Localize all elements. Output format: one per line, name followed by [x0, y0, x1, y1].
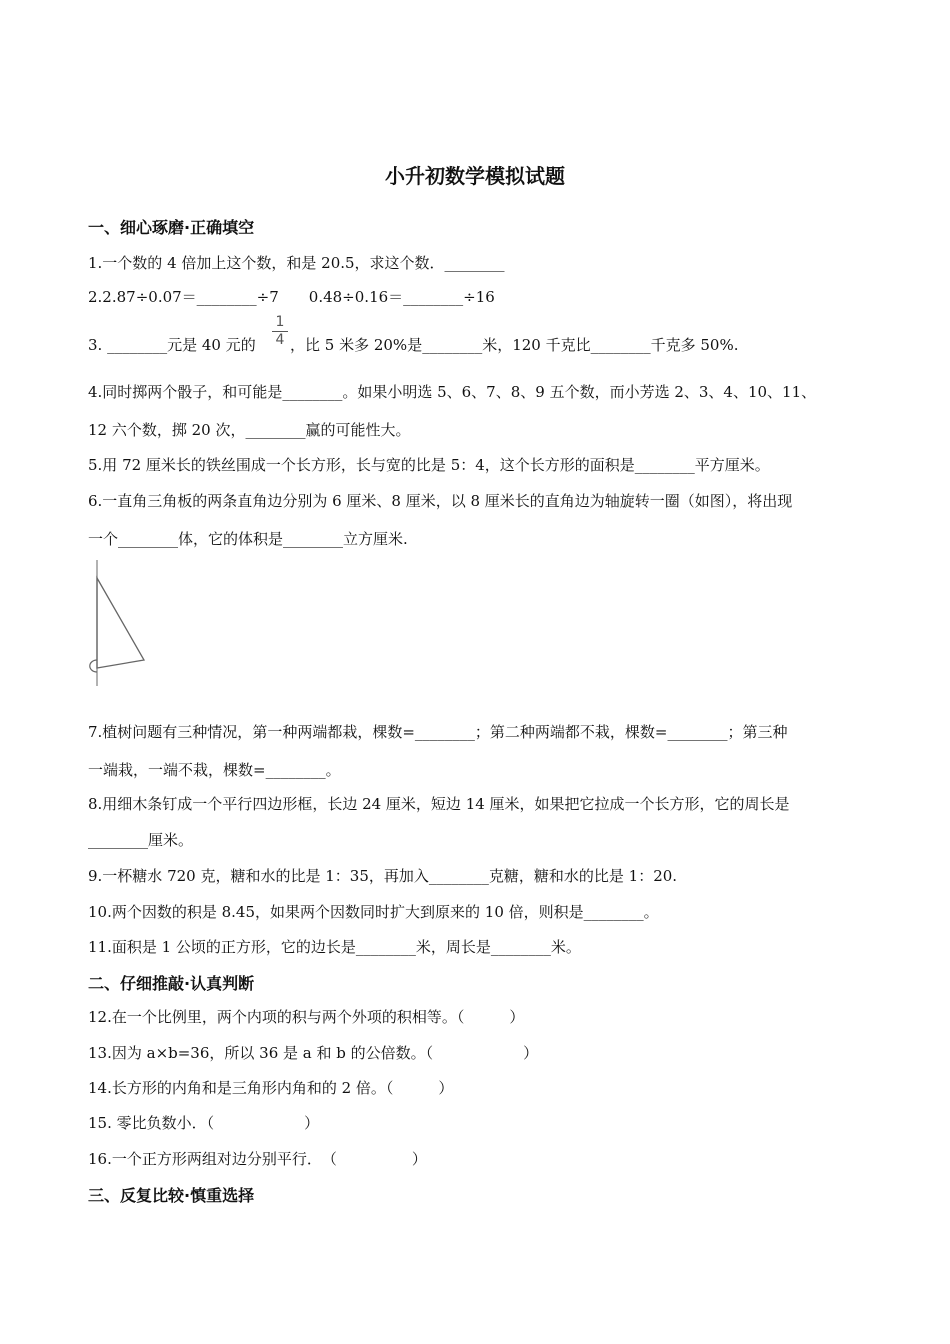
question-3-part-a: 3. ________元是 40 元的 — [88, 336, 256, 354]
fraction-one-quarter — [272, 315, 288, 348]
question-2: 2.2.87÷0.07＝________÷7 0.48÷0.16＝________÷16 — [88, 288, 495, 306]
section-heading-multiple-choice: 三、反复比较·慎重选择 — [88, 1186, 255, 1205]
question-4-line-2: 12 六个数，掷 20 次，________赢的可能性大。 — [88, 421, 411, 439]
question-10: 10.两个因数的积是 8.45，如果两个因数同时扩大到原来的 10 倍，则积是________。 — [88, 903, 659, 921]
question-13: 13.因为 a×b=36，所以 36 是 a 和 b 的公倍数。（ ） — [88, 1044, 539, 1062]
question-4-line-1: 4.同时掷两个骰子，和可能是________。如果小明选 5、6、7、8、9 五个数，而小芳选 2、3、4、10、11、 — [88, 383, 817, 401]
question-6-line-2: 一个________体，它的体积是________立方厘米. — [88, 530, 408, 548]
question-11: 11.面积是 1 公顷的正方形，它的边长是________米，周长是________米。 — [88, 938, 581, 956]
fraction-denominator: 4 — [275, 332, 285, 348]
section-heading-fill-in: 一、细心琢磨·正确填空 — [88, 218, 255, 237]
question-9: 9.一杯糖水 720 克，糖和水的比是 1：35，再加入________克糖，糖和水的比是 1：20. — [88, 867, 678, 885]
question-1: 1.一个数的 4 倍加上这个数，和是 20.5，求这个数．________ — [88, 254, 505, 272]
question-7-line-2: 一端栽，一端不栽，棵数=________。 — [88, 761, 341, 779]
rotation-arrow — [90, 660, 97, 672]
right-triangle — [97, 578, 144, 668]
question-14: 14.长方形的内角和是三角形内角和的 2 倍。（ ） — [88, 1079, 454, 1097]
question-8-line-1: 8.用细木条钉成一个平行四边形框，长边 24 厘米，短边 14 厘米，如果把它拉成一个长方形，它的周长是 — [88, 795, 790, 813]
question-12: 12.在一个比例里，两个内项的积与两个外项的积相等。（ ） — [88, 1008, 525, 1026]
question-5: 5.用 72 厘米长的铁丝围成一个长方形，长与宽的比是 5：4，这个长方形的面积是________平方厘米。 — [88, 456, 770, 474]
question-7-line-1: 7.植树问题有三种情况，第一种两端都栽，棵数=________；第二种两端都不栽，棵数=________；第三种 — [88, 723, 788, 741]
question-3-part-b: ，比 5 米多 20%是________米，120 千克比________千克多 50%. — [290, 336, 739, 354]
section-heading-true-false: 二、仔细推敲·认真判断 — [88, 974, 255, 993]
question-6-line-1: 6.一直角三角板的两条直角边分别为 6 厘米、8 厘米，以 8 厘米长的直角边为轴旋转一圈（如图），将出现 — [88, 492, 793, 510]
question-15: 15. 零比负数小．（ ） — [88, 1114, 320, 1132]
question-8-line-2: ________厘米。 — [88, 831, 194, 849]
fraction-numerator: 1 — [275, 314, 285, 330]
rotating-triangle-figure — [84, 556, 154, 690]
question-16: 16.一个正方形两组对边分别平行． （ ） — [88, 1150, 427, 1168]
page-title: 小升初数学模拟试题 — [385, 164, 565, 188]
